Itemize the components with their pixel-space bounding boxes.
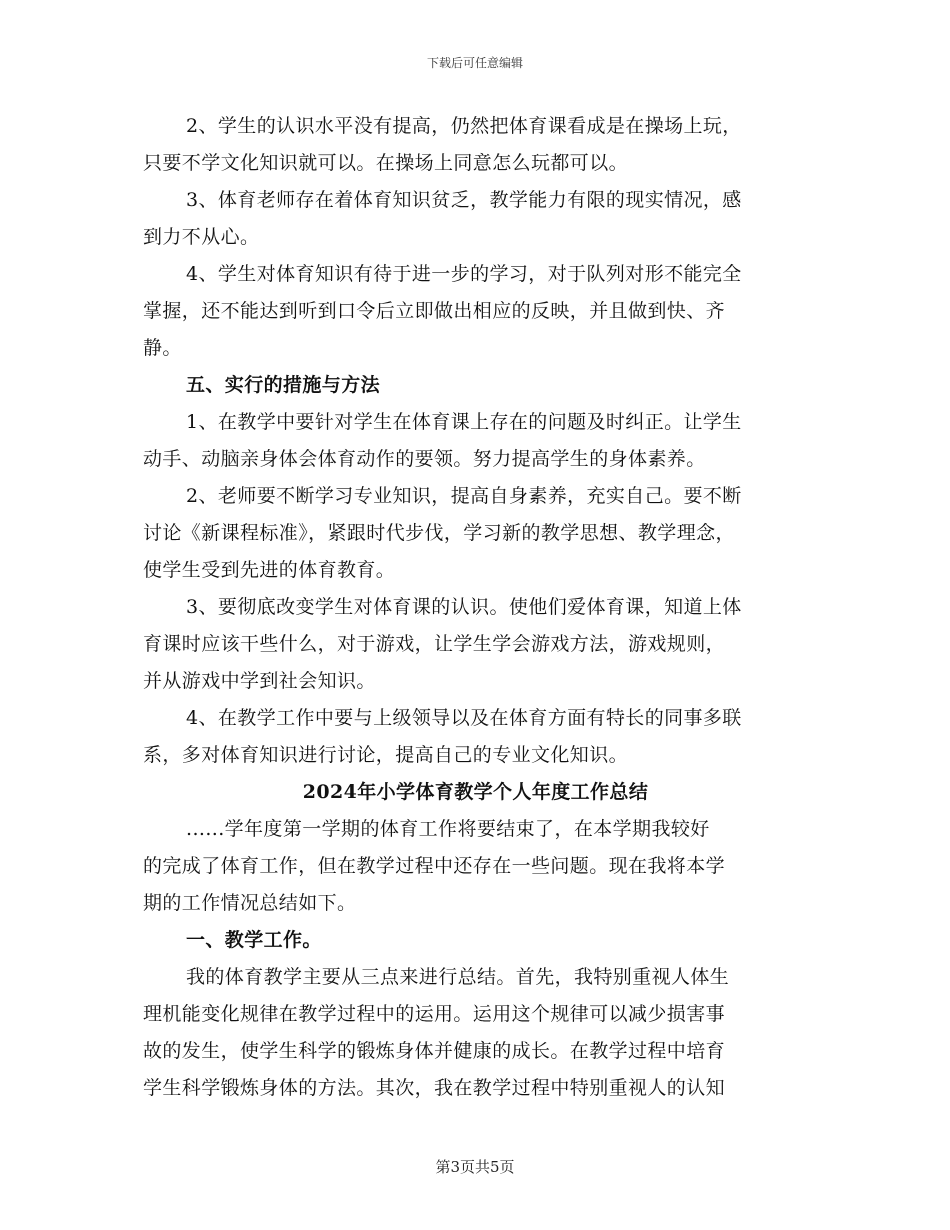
paragraph-line: 2、老师要不断学习专业知识，提高自身素养，充实自己。要不断 xyxy=(186,485,742,507)
paragraph-line: 理机能变化规律在教学过程中的运用。运用这个规律可以减少损害事 xyxy=(143,1003,726,1025)
page-header: 下载后可任意编辑 xyxy=(426,56,523,70)
paragraph-line: 动手、动脑亲身体会体育动作的要领。努力提高学生的身体素养。 xyxy=(143,448,706,470)
paragraph-line: 掌握，还不能达到听到口令后立即做出相应的反映，并且做到快、齐 xyxy=(143,300,726,322)
paragraph-line: 到力不从心。 xyxy=(143,226,260,248)
document-title: 2024年小学体育教学个人年度工作总结 xyxy=(302,781,649,803)
paragraph-line: 期的工作情况总结如下。 xyxy=(143,892,357,914)
document-body xyxy=(143,108,808,1107)
paragraph-line: 4、在教学工作中要与上级领导以及在体育方面有特长的同事多联 xyxy=(186,707,742,729)
paragraph-line: 静。 xyxy=(143,337,182,359)
section-heading: 一、教学工作。 xyxy=(186,929,322,951)
paragraph-line: 3、要彻底改变学生对体育课的认识。使他们爱体育课，知道上体 xyxy=(186,596,742,618)
paragraph-line: 育课时应该干些什么，对于游戏，让学生学会游戏方法，游戏规则， xyxy=(143,633,726,655)
paragraph-line: 使学生受到先进的体育教育。 xyxy=(143,559,396,581)
paragraph-line: 2、学生的认识水平没有提高，仍然把体育课看成是在操场上玩， xyxy=(186,115,742,137)
page-footer: 第3页共5页 xyxy=(435,1158,515,1176)
paragraph-line: 4、学生对体育知识有待于进一步的学习，对于队列对形不能完全 xyxy=(186,263,742,285)
paragraph-line: 3、体育老师存在着体育知识贫乏，教学能力有限的现实情况，感 xyxy=(186,189,742,211)
paragraph-line: 并从游戏中学到社会知识。 xyxy=(143,670,376,692)
paragraph-line: 学生科学锻炼身体的方法。其次，我在教学过程中特别重视人的认知 xyxy=(143,1077,726,1099)
paragraph-line: 1、在教学中要针对学生在体育课上存在的问题及时纠正。让学生 xyxy=(186,411,742,433)
section-heading: 五、实行的措施与方法 xyxy=(186,374,381,396)
paragraph-line: 的完成了体育工作，但在教学过程中还存在一些问题。现在我将本学 xyxy=(143,855,726,877)
paragraph-line: ......学年度第一学期的体育工作将要结束了，在本学期我较好 xyxy=(186,818,710,840)
paragraph-line: 讨论《新课程标准》，紧跟时代步伐，学习新的教学思想、教学理念， xyxy=(143,522,735,544)
paragraph-line: 系，多对体育知识进行讨论，提高自己的专业文化知识。 xyxy=(143,744,629,766)
paragraph-line: 我的体育教学主要从三点来进行总结。首先，我特别重视人体生 xyxy=(186,966,730,988)
paragraph-line: 只要不学文化知识就可以。在操场上同意怎么玩都可以。 xyxy=(143,152,629,174)
paragraph-line: 故的发生，使学生科学的锻炼身体并健康的成长。在教学过程中培育 xyxy=(143,1040,726,1062)
